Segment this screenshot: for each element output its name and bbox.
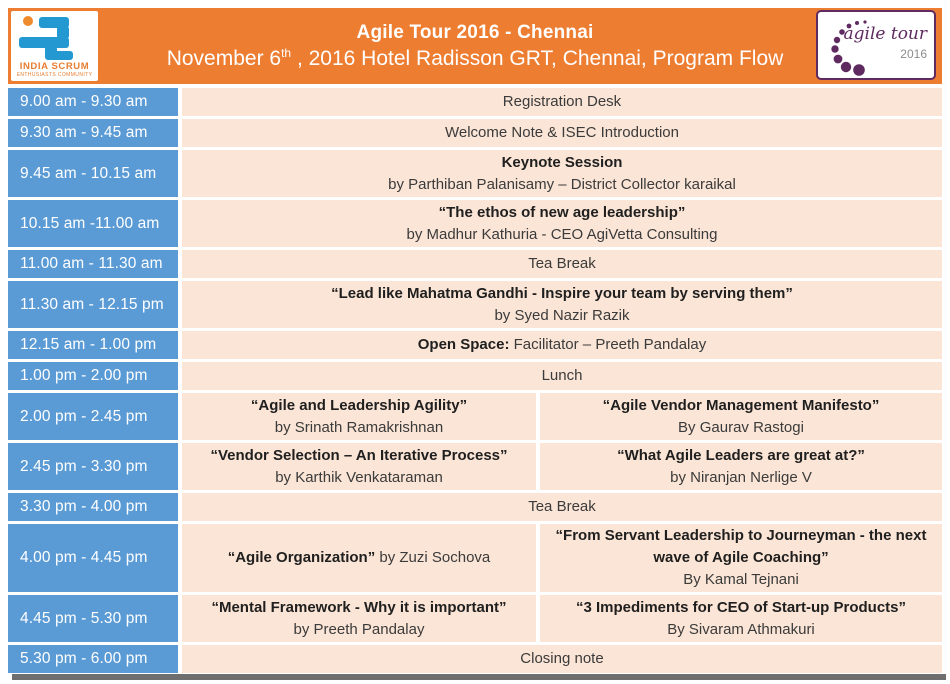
session-cell xyxy=(540,443,942,490)
subtitle-venue: , 2016 Hotel Radisson GRT, Chennai, Program Flow xyxy=(291,47,784,71)
session-text xyxy=(418,334,706,356)
time-cell: 4.00 pm - 4.45 pm xyxy=(8,524,178,592)
schedule-row xyxy=(8,331,942,359)
session-text: Welcome Note & ISEC Introduction xyxy=(445,124,679,141)
session-cell xyxy=(182,119,942,147)
header-band xyxy=(8,8,942,84)
schedule-row xyxy=(8,443,942,490)
session-text: Tea Break xyxy=(528,498,596,515)
session-speaker: by Niranjan Nerlige V xyxy=(670,468,812,486)
schedule-row xyxy=(8,88,942,116)
session-title: “Agile and Leadership Agility” xyxy=(250,396,468,414)
isec-logo-dot-icon xyxy=(23,16,33,26)
session-cell xyxy=(182,493,942,521)
session-title: “Mental Framework - Why it is important” xyxy=(211,598,507,616)
session-title: Open Space: xyxy=(417,336,510,353)
session-cell xyxy=(182,88,942,116)
session-cell xyxy=(540,595,942,642)
session-cell xyxy=(182,393,536,440)
schedule-row xyxy=(8,150,942,197)
schedule-row xyxy=(8,595,942,642)
subtitle-date: November 6 xyxy=(166,47,282,71)
session-cell xyxy=(182,645,942,673)
schedule-row xyxy=(8,200,942,247)
session-speaker: by Srinath Ramakrishnan xyxy=(274,418,444,436)
session-text xyxy=(228,547,491,569)
time-cell: 11.30 am - 12.15 pm xyxy=(8,281,178,328)
time-cell: 10.15 am -11.00 am xyxy=(8,200,178,247)
isec-logo-shape-icon xyxy=(19,37,69,48)
session-speaker: By Sivaram Athmakuri xyxy=(667,620,815,638)
isec-logo-shape-icon xyxy=(45,51,73,60)
time-cell: 9.00 am - 9.30 am xyxy=(8,88,178,116)
page-title: Agile Tour 2016 - Chennai xyxy=(356,21,594,43)
time-cell: 9.30 am - 9.45 am xyxy=(8,119,178,147)
session-title: “Agile Vendor Management Manifesto” xyxy=(602,396,880,414)
time-cell: 4.45 pm - 5.30 pm xyxy=(8,595,178,642)
session-title: “3 Impediments for CEO of Start-up Products” xyxy=(575,598,907,616)
session-title: “What Agile Leaders are great at?” xyxy=(617,446,865,464)
session-cell xyxy=(182,250,942,278)
session-cell xyxy=(182,150,942,197)
time-cell: 12.15 am - 1.00 pm xyxy=(8,331,178,359)
session-speaker: by Syed Nazir Razik xyxy=(494,306,630,324)
session-text: Lunch xyxy=(541,367,583,384)
time-cell: 1.00 pm - 2.00 pm xyxy=(8,362,178,390)
session-cell xyxy=(182,200,942,247)
session-title: “The ethos of new age leadership” xyxy=(438,203,686,221)
isec-logo-title: INDIA SCRUM xyxy=(19,61,90,72)
session-text: Tea Break xyxy=(528,255,596,272)
schedule-row xyxy=(8,119,942,147)
schedule-row xyxy=(8,645,942,673)
time-cell: 2.45 pm - 3.30 pm xyxy=(8,443,178,490)
table-drop-shadow xyxy=(12,674,946,680)
schedule-row xyxy=(8,281,942,328)
session-speaker: By Gaurav Rastogi xyxy=(678,418,804,436)
session-cell xyxy=(182,595,536,642)
session-cell xyxy=(182,281,942,328)
session-speaker: by Parthiban Palanisamy – District Collector karaikal xyxy=(388,175,736,193)
agile-tour-logo-text xyxy=(844,25,928,61)
schedule-row xyxy=(8,393,942,440)
subtitle-ordinal: th xyxy=(281,46,292,61)
time-cell: 9.45 am - 10.15 am xyxy=(8,150,178,197)
page-subtitle xyxy=(167,45,784,72)
isec-logo-subtitle: ENTHUSIASTS COMMUNITY xyxy=(16,72,93,78)
session-cell xyxy=(182,362,942,390)
session-cell xyxy=(182,331,942,359)
schedule-row xyxy=(8,493,942,521)
session-title: “Vendor Selection – An Iterative Process” xyxy=(210,446,508,464)
session-text: Registration Desk xyxy=(502,93,622,110)
session-speaker: By Kamal Tejnani xyxy=(683,571,799,588)
session-detail: Facilitator – Preeth Pandalay xyxy=(509,336,707,353)
schedule-row xyxy=(8,362,942,390)
session-cell xyxy=(182,524,536,592)
schedule-row xyxy=(8,524,942,592)
session-speaker: by Zuzi Sochova xyxy=(375,549,491,566)
agile-tour-name: agile tour xyxy=(843,24,927,44)
isec-logo xyxy=(11,11,98,81)
session-text: Closing note xyxy=(520,650,604,667)
agile-tour-year: 2016 xyxy=(900,46,927,61)
time-cell: 5.30 pm - 6.00 pm xyxy=(8,645,178,673)
session-cell xyxy=(182,443,536,490)
session-cell xyxy=(540,393,942,440)
session-speaker: by Karthik Venkataraman xyxy=(275,468,443,486)
session-title: “Agile Organization” xyxy=(227,549,376,566)
session-speaker: by Madhur Kathuria - CEO AgiVetta Consulting xyxy=(406,225,718,243)
session-title: Keynote Session xyxy=(501,153,623,171)
session-cell xyxy=(540,524,942,592)
session-title: “Lead like Mahatma Gandhi - Inspire your team by serving them” xyxy=(331,284,793,302)
time-cell: 3.30 pm - 4.00 pm xyxy=(8,493,178,521)
time-cell: 2.00 pm - 2.45 pm xyxy=(8,393,178,440)
time-cell: 11.00 am - 11.30 am xyxy=(8,250,178,278)
session-speaker: by Preeth Pandalay xyxy=(293,620,425,638)
session-title: “From Servant Leadership to Journeyman - the next wave of Agile Coaching” xyxy=(555,527,927,566)
agile-tour-logo xyxy=(816,10,936,80)
schedule-row xyxy=(8,250,942,278)
